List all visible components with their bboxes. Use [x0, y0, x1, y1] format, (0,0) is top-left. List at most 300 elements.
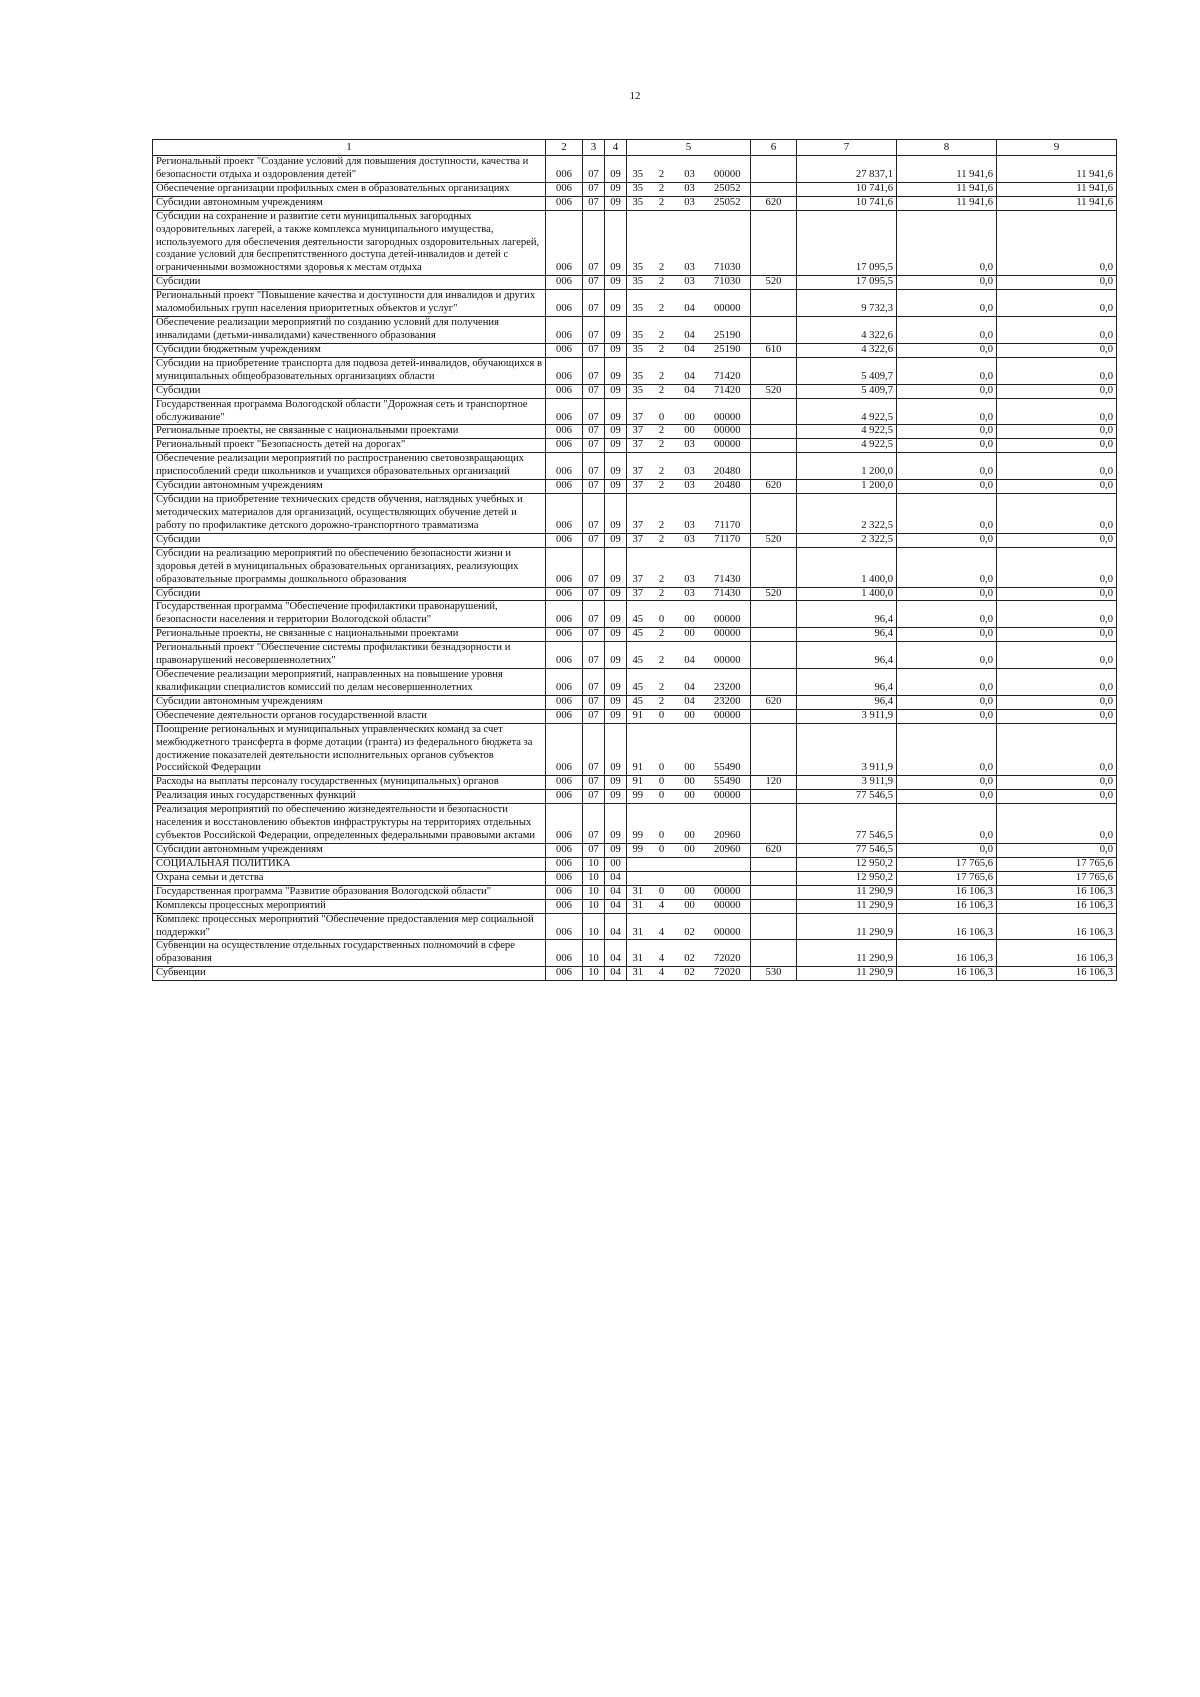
- amount-column-8-cell: 16 106,3: [897, 913, 997, 940]
- project-code-cell: [675, 871, 705, 885]
- subprogram-code-cell: 0: [649, 709, 675, 723]
- code-column-4-cell: 09: [605, 182, 627, 196]
- amount-column-9-cell: 0,0: [997, 533, 1117, 547]
- amount-column-9-cell: 0,0: [997, 547, 1117, 587]
- project-code-cell: 04: [675, 669, 705, 696]
- code-column-3-cell: 10: [583, 940, 605, 967]
- program-code-cell: 37: [627, 439, 649, 453]
- expense-type-cell: [751, 857, 797, 871]
- amount-column-7-cell: 10 741,6: [797, 182, 897, 196]
- row-name-cell: Государственная программа "Обеспечение профилактики правонарушений, безопасности населения и территории Вологодской области": [153, 601, 546, 628]
- row-name-cell: Субсидии: [153, 276, 546, 290]
- code-column-4-cell: 09: [605, 276, 627, 290]
- amount-column-8-cell: 0,0: [897, 290, 997, 317]
- direction-code-cell: 20480: [705, 453, 751, 480]
- expense-type-cell: [751, 723, 797, 776]
- direction-code-cell: 00000: [705, 642, 751, 669]
- code-column-4-cell: 09: [605, 494, 627, 534]
- expense-type-cell: 520: [751, 276, 797, 290]
- row-name-cell: Субсидии автономным учреждениям: [153, 196, 546, 210]
- code-column-4-cell: 04: [605, 899, 627, 913]
- expense-type-cell: [751, 210, 797, 276]
- row-name-cell: Реализация иных государственных функций: [153, 790, 546, 804]
- project-code-cell: 03: [675, 480, 705, 494]
- amount-column-7-cell: 96,4: [797, 601, 897, 628]
- expense-type-cell: [751, 547, 797, 587]
- amount-column-8-cell: 16 106,3: [897, 899, 997, 913]
- amount-column-9-cell: 16 106,3: [997, 967, 1117, 981]
- row-name-cell: Охрана семьи и детства: [153, 871, 546, 885]
- program-code-cell: 31: [627, 899, 649, 913]
- subprogram-code-cell: 2: [649, 695, 675, 709]
- amount-column-9-cell: 0,0: [997, 695, 1117, 709]
- subprogram-code-cell: 2: [649, 587, 675, 601]
- row-name-cell: Поощрение региональных и муниципальных управленческих команд за счет межбюджетного трансферта в форме дотации (гранта) из федерального бюджета за достижение показателей деятельности исполнительных органов субъектов Российской Федерации: [153, 723, 546, 776]
- code-column-3-cell: 07: [583, 494, 605, 534]
- amount-column-9-cell: 0,0: [997, 276, 1117, 290]
- amount-column-7-cell: 10 741,6: [797, 196, 897, 210]
- amount-column-9-cell: 16 106,3: [997, 885, 1117, 899]
- amount-column-9-cell: 0,0: [997, 480, 1117, 494]
- code-column-4-cell: 09: [605, 439, 627, 453]
- row-name-cell: Субсидии бюджетным учреждениям: [153, 343, 546, 357]
- expense-type-cell: [751, 453, 797, 480]
- code-column-2-cell: 006: [546, 844, 583, 858]
- code-column-2-cell: 006: [546, 533, 583, 547]
- direction-code-cell: 71430: [705, 587, 751, 601]
- program-code-cell: 35: [627, 343, 649, 357]
- subprogram-code-cell: 0: [649, 601, 675, 628]
- expense-type-cell: 620: [751, 196, 797, 210]
- amount-column-9-cell: 16 106,3: [997, 940, 1117, 967]
- code-column-4-cell: 09: [605, 398, 627, 425]
- row-name-cell: Региональный проект "Безопасность детей на дорогах": [153, 439, 546, 453]
- expense-type-cell: [751, 290, 797, 317]
- code-column-2-cell: 006: [546, 494, 583, 534]
- direction-code-cell: 00000: [705, 899, 751, 913]
- subprogram-code-cell: 0: [649, 844, 675, 858]
- direction-code-cell: 00000: [705, 790, 751, 804]
- amount-column-8-cell: 0,0: [897, 480, 997, 494]
- row-name-cell: Расходы на выплаты персоналу государственных (муниципальных) органов: [153, 776, 546, 790]
- direction-code-cell: 00000: [705, 601, 751, 628]
- code-column-2-cell: 006: [546, 871, 583, 885]
- amount-column-8-cell: 16 106,3: [897, 940, 997, 967]
- code-column-2-cell: 006: [546, 453, 583, 480]
- amount-column-7-cell: 4 922,5: [797, 398, 897, 425]
- table-row: [153, 290, 1117, 317]
- amount-column-7-cell: 2 322,5: [797, 494, 897, 534]
- code-column-3-cell: 07: [583, 547, 605, 587]
- amount-column-7-cell: 11 290,9: [797, 885, 897, 899]
- amount-column-9-cell: 0,0: [997, 642, 1117, 669]
- code-column-3-cell: 07: [583, 425, 605, 439]
- program-code-cell: 37: [627, 453, 649, 480]
- project-code-cell: 03: [675, 182, 705, 196]
- amount-column-9-cell: 16 106,3: [997, 913, 1117, 940]
- expense-type-cell: [751, 885, 797, 899]
- code-column-3-cell: 07: [583, 357, 605, 384]
- direction-code-cell: 20960: [705, 804, 751, 844]
- project-code-cell: 03: [675, 276, 705, 290]
- amount-column-9-cell: 0,0: [997, 790, 1117, 804]
- code-column-4-cell: 09: [605, 453, 627, 480]
- code-column-2-cell: 006: [546, 790, 583, 804]
- code-column-3-cell: 07: [583, 156, 605, 183]
- project-code-cell: 04: [675, 695, 705, 709]
- project-code-cell: 00: [675, 628, 705, 642]
- expense-type-cell: [751, 398, 797, 425]
- amount-column-9-cell: 0,0: [997, 290, 1117, 317]
- table-row: [153, 480, 1117, 494]
- code-column-2-cell: 006: [546, 776, 583, 790]
- amount-column-9-cell: 0,0: [997, 776, 1117, 790]
- direction-code-cell: 25052: [705, 196, 751, 210]
- project-code-cell: 04: [675, 642, 705, 669]
- column-header: 6: [751, 140, 797, 156]
- expense-type-cell: 530: [751, 967, 797, 981]
- program-code-cell: 45: [627, 601, 649, 628]
- program-code-cell: [627, 857, 649, 871]
- program-code-cell: 37: [627, 425, 649, 439]
- amount-column-7-cell: 27 837,1: [797, 156, 897, 183]
- amount-column-9-cell: 0,0: [997, 425, 1117, 439]
- direction-code-cell: 00000: [705, 885, 751, 899]
- direction-code-cell: 55490: [705, 776, 751, 790]
- row-name-cell: Субсидии: [153, 533, 546, 547]
- amount-column-7-cell: 12 950,2: [797, 871, 897, 885]
- expense-type-cell: [751, 790, 797, 804]
- direction-code-cell: 72020: [705, 940, 751, 967]
- table-row: [153, 425, 1117, 439]
- code-column-2-cell: 006: [546, 601, 583, 628]
- row-name-cell: Комплексы процессных мероприятий: [153, 899, 546, 913]
- table-row: [153, 182, 1117, 196]
- expense-type-cell: 520: [751, 587, 797, 601]
- code-column-3-cell: 07: [583, 398, 605, 425]
- direction-code-cell: 25190: [705, 317, 751, 344]
- direction-code-cell: 23200: [705, 669, 751, 696]
- program-code-cell: 35: [627, 196, 649, 210]
- column-header: 3: [583, 140, 605, 156]
- amount-column-8-cell: 0,0: [897, 384, 997, 398]
- project-code-cell: 00: [675, 790, 705, 804]
- code-column-4-cell: 09: [605, 357, 627, 384]
- code-column-4-cell: 04: [605, 940, 627, 967]
- project-code-cell: 03: [675, 210, 705, 276]
- row-name-cell: Субсидии автономным учреждениям: [153, 695, 546, 709]
- table-row: [153, 317, 1117, 344]
- amount-column-9-cell: 0,0: [997, 844, 1117, 858]
- direction-code-cell: 71170: [705, 494, 751, 534]
- project-code-cell: 03: [675, 453, 705, 480]
- expense-type-cell: [751, 871, 797, 885]
- amount-column-7-cell: 11 290,9: [797, 940, 897, 967]
- table-row: [153, 844, 1117, 858]
- amount-column-9-cell: 0,0: [997, 384, 1117, 398]
- amount-column-7-cell: 4 922,5: [797, 425, 897, 439]
- expense-type-cell: [751, 156, 797, 183]
- amount-column-7-cell: 4 322,6: [797, 343, 897, 357]
- code-column-3-cell: 07: [583, 196, 605, 210]
- subprogram-code-cell: 2: [649, 384, 675, 398]
- code-column-4-cell: 09: [605, 628, 627, 642]
- project-code-cell: 03: [675, 439, 705, 453]
- amount-column-9-cell: 11 941,6: [997, 182, 1117, 196]
- project-code-cell: 02: [675, 967, 705, 981]
- code-column-2-cell: 006: [546, 196, 583, 210]
- project-code-cell: 00: [675, 844, 705, 858]
- program-code-cell: 35: [627, 357, 649, 384]
- row-name-cell: Государственная программа "Развитие образования Вологодской области": [153, 885, 546, 899]
- code-column-3-cell: 07: [583, 642, 605, 669]
- amount-column-8-cell: 0,0: [897, 709, 997, 723]
- row-name-cell: Региональные проекты, не связанные с национальными проектами: [153, 425, 546, 439]
- row-name-cell: Субвенции: [153, 967, 546, 981]
- code-column-4-cell: 09: [605, 384, 627, 398]
- subprogram-code-cell: 2: [649, 453, 675, 480]
- amount-column-7-cell: 4 322,6: [797, 317, 897, 344]
- project-code-cell: 03: [675, 196, 705, 210]
- project-code-cell: 04: [675, 384, 705, 398]
- program-code-cell: 35: [627, 290, 649, 317]
- table-row: [153, 357, 1117, 384]
- code-column-4-cell: 09: [605, 480, 627, 494]
- amount-column-7-cell: 9 732,3: [797, 290, 897, 317]
- direction-code-cell: 23200: [705, 695, 751, 709]
- table-row: [153, 601, 1117, 628]
- code-column-4-cell: 09: [605, 669, 627, 696]
- code-column-3-cell: 07: [583, 723, 605, 776]
- row-name-cell: Субсидии на реализацию мероприятий по обеспечению безопасности жизни и здоровья детей в муниципальных образовательных организациях, реализующих образовательные программы дошкольного образования: [153, 547, 546, 587]
- code-column-2-cell: 006: [546, 723, 583, 776]
- amount-column-8-cell: 0,0: [897, 669, 997, 696]
- code-column-2-cell: 006: [546, 695, 583, 709]
- expense-type-cell: [751, 709, 797, 723]
- program-code-cell: 45: [627, 669, 649, 696]
- table-row: [153, 587, 1117, 601]
- amount-column-8-cell: 0,0: [897, 601, 997, 628]
- table-row: [153, 885, 1117, 899]
- code-column-3-cell: 07: [583, 587, 605, 601]
- row-name-cell: Субсидии на приобретение транспорта для подвоза детей-инвалидов, обучающихся в муниципальных общеобразовательных организациях области: [153, 357, 546, 384]
- row-name-cell: Обеспечение реализации мероприятий по распространению световозвращающих приспособлений среди школьников и учащихся образовательных организаций: [153, 453, 546, 480]
- amount-column-7-cell: 77 546,5: [797, 844, 897, 858]
- amount-column-8-cell: 0,0: [897, 642, 997, 669]
- subprogram-code-cell: 2: [649, 343, 675, 357]
- amount-column-7-cell: 77 546,5: [797, 790, 897, 804]
- row-name-cell: Комплекс процессных мероприятий "Обеспечение предоставления мер социальной поддержки": [153, 913, 546, 940]
- program-code-cell: 31: [627, 967, 649, 981]
- project-code-cell: 03: [675, 156, 705, 183]
- direction-code-cell: 71170: [705, 533, 751, 547]
- direction-code-cell: 71430: [705, 547, 751, 587]
- expense-type-cell: 120: [751, 776, 797, 790]
- row-name-cell: Обеспечение реализации мероприятий по созданию условий для получения инвалидами (детьми-инвалидами) качественного образования: [153, 317, 546, 344]
- direction-code-cell: [705, 857, 751, 871]
- amount-column-9-cell: 11 941,6: [997, 156, 1117, 183]
- program-code-cell: 35: [627, 210, 649, 276]
- amount-column-8-cell: 0,0: [897, 276, 997, 290]
- project-code-cell: 04: [675, 357, 705, 384]
- code-column-4-cell: 09: [605, 804, 627, 844]
- expense-type-cell: 520: [751, 384, 797, 398]
- project-code-cell: 04: [675, 343, 705, 357]
- table-row: [153, 156, 1117, 183]
- row-name-cell: Региональный проект "Обеспечение системы профилактики безнадзорности и правонарушений несовершеннолетних": [153, 642, 546, 669]
- code-column-2-cell: 006: [546, 156, 583, 183]
- table-body: [153, 156, 1117, 981]
- code-column-3-cell: 07: [583, 343, 605, 357]
- amount-column-8-cell: 0,0: [897, 453, 997, 480]
- direction-code-cell: 20480: [705, 480, 751, 494]
- table-row: [153, 913, 1117, 940]
- code-column-3-cell: 07: [583, 628, 605, 642]
- project-code-cell: 00: [675, 425, 705, 439]
- amount-column-8-cell: 16 106,3: [897, 885, 997, 899]
- program-code-cell: 99: [627, 804, 649, 844]
- subprogram-code-cell: 2: [649, 196, 675, 210]
- code-column-2-cell: 006: [546, 343, 583, 357]
- code-column-3-cell: 10: [583, 899, 605, 913]
- code-column-4-cell: 04: [605, 885, 627, 899]
- code-column-2-cell: 006: [546, 899, 583, 913]
- program-code-cell: 35: [627, 276, 649, 290]
- subprogram-code-cell: 0: [649, 398, 675, 425]
- subprogram-code-cell: 2: [649, 547, 675, 587]
- expense-type-cell: [751, 601, 797, 628]
- direction-code-cell: 71030: [705, 276, 751, 290]
- amount-column-8-cell: 11 941,6: [897, 156, 997, 183]
- amount-column-8-cell: 0,0: [897, 776, 997, 790]
- program-code-cell: 45: [627, 695, 649, 709]
- subprogram-code-cell: [649, 871, 675, 885]
- page-number: 12: [629, 90, 641, 102]
- amount-column-8-cell: 0,0: [897, 343, 997, 357]
- row-name-cell: Субсидии автономным учреждениям: [153, 844, 546, 858]
- code-column-2-cell: 006: [546, 480, 583, 494]
- amount-column-8-cell: 0,0: [897, 398, 997, 425]
- subprogram-code-cell: 0: [649, 723, 675, 776]
- amount-column-8-cell: 0,0: [897, 439, 997, 453]
- table-row: [153, 628, 1117, 642]
- expense-type-cell: [751, 669, 797, 696]
- project-code-cell: 03: [675, 547, 705, 587]
- code-column-3-cell: 10: [583, 885, 605, 899]
- amount-column-9-cell: 0,0: [997, 709, 1117, 723]
- subprogram-code-cell: 2: [649, 357, 675, 384]
- amount-column-7-cell: 11 290,9: [797, 967, 897, 981]
- project-code-cell: 02: [675, 940, 705, 967]
- row-name-cell: Обеспечение организации профильных смен в образовательных организациях: [153, 182, 546, 196]
- amount-column-9-cell: 0,0: [997, 453, 1117, 480]
- amount-column-8-cell: 0,0: [897, 695, 997, 709]
- code-column-4-cell: 09: [605, 290, 627, 317]
- amount-column-7-cell: 3 911,9: [797, 709, 897, 723]
- code-column-4-cell: 09: [605, 196, 627, 210]
- table-row: [153, 857, 1117, 871]
- code-column-3-cell: 07: [583, 453, 605, 480]
- amount-column-7-cell: 3 911,9: [797, 723, 897, 776]
- code-column-2-cell: 006: [546, 210, 583, 276]
- program-code-cell: 35: [627, 317, 649, 344]
- expense-type-cell: [751, 628, 797, 642]
- subprogram-code-cell: 2: [649, 628, 675, 642]
- table-row: [153, 695, 1117, 709]
- amount-column-7-cell: 1 400,0: [797, 547, 897, 587]
- code-column-2-cell: 006: [546, 290, 583, 317]
- code-column-2-cell: 006: [546, 425, 583, 439]
- table-row: [153, 343, 1117, 357]
- code-column-2-cell: 006: [546, 587, 583, 601]
- table-row: [153, 533, 1117, 547]
- amount-column-7-cell: 12 950,2: [797, 857, 897, 871]
- subprogram-code-cell: 4: [649, 899, 675, 913]
- program-code-cell: 31: [627, 940, 649, 967]
- code-column-4-cell: 04: [605, 871, 627, 885]
- column-header: 7: [797, 140, 897, 156]
- expense-type-cell: [751, 182, 797, 196]
- amount-column-7-cell: 1 200,0: [797, 453, 897, 480]
- amount-column-9-cell: 17 765,6: [997, 857, 1117, 871]
- project-code-cell: 00: [675, 601, 705, 628]
- project-code-cell: 03: [675, 494, 705, 534]
- amount-column-8-cell: 0,0: [897, 317, 997, 344]
- code-column-3-cell: 07: [583, 276, 605, 290]
- code-column-3-cell: 07: [583, 776, 605, 790]
- expense-type-cell: 610: [751, 343, 797, 357]
- amount-column-9-cell: 0,0: [997, 601, 1117, 628]
- direction-code-cell: 00000: [705, 290, 751, 317]
- code-column-3-cell: 07: [583, 384, 605, 398]
- amount-column-7-cell: 1 400,0: [797, 587, 897, 601]
- row-name-cell: СОЦИАЛЬНАЯ ПОЛИТИКА: [153, 857, 546, 871]
- direction-code-cell: 20960: [705, 844, 751, 858]
- row-name-cell: Субсидии: [153, 384, 546, 398]
- code-column-2-cell: 006: [546, 669, 583, 696]
- direction-code-cell: 00000: [705, 913, 751, 940]
- amount-column-7-cell: 3 911,9: [797, 776, 897, 790]
- amount-column-9-cell: 0,0: [997, 723, 1117, 776]
- row-name-cell: Государственная программа Вологодской области "Дорожная сеть и транспортное обслуживание": [153, 398, 546, 425]
- code-column-3-cell: 07: [583, 790, 605, 804]
- direction-code-cell: 25190: [705, 343, 751, 357]
- program-code-cell: 31: [627, 913, 649, 940]
- amount-column-9-cell: 0,0: [997, 804, 1117, 844]
- amount-column-9-cell: 11 941,6: [997, 196, 1117, 210]
- expense-type-cell: [751, 439, 797, 453]
- code-column-3-cell: 10: [583, 871, 605, 885]
- code-column-4-cell: 09: [605, 587, 627, 601]
- column-header: 8: [897, 140, 997, 156]
- code-column-3-cell: 10: [583, 857, 605, 871]
- row-name-cell: Субсидии автономным учреждениям: [153, 480, 546, 494]
- budget-table: [152, 139, 1117, 981]
- row-name-cell: Региональный проект "Создание условий для повышения доступности, качества и безопасности отдыха и оздоровления детей": [153, 156, 546, 183]
- table-row: [153, 709, 1117, 723]
- amount-column-9-cell: 0,0: [997, 343, 1117, 357]
- table-row: [153, 439, 1117, 453]
- amount-column-9-cell: 0,0: [997, 669, 1117, 696]
- program-code-cell: 35: [627, 384, 649, 398]
- subprogram-code-cell: 2: [649, 480, 675, 494]
- code-column-3-cell: 07: [583, 182, 605, 196]
- subprogram-code-cell: 0: [649, 790, 675, 804]
- row-name-cell: Региональные проекты, не связанные с национальными проектами: [153, 628, 546, 642]
- code-column-2-cell: 006: [546, 940, 583, 967]
- table-row: [153, 398, 1117, 425]
- subprogram-code-cell: 2: [649, 494, 675, 534]
